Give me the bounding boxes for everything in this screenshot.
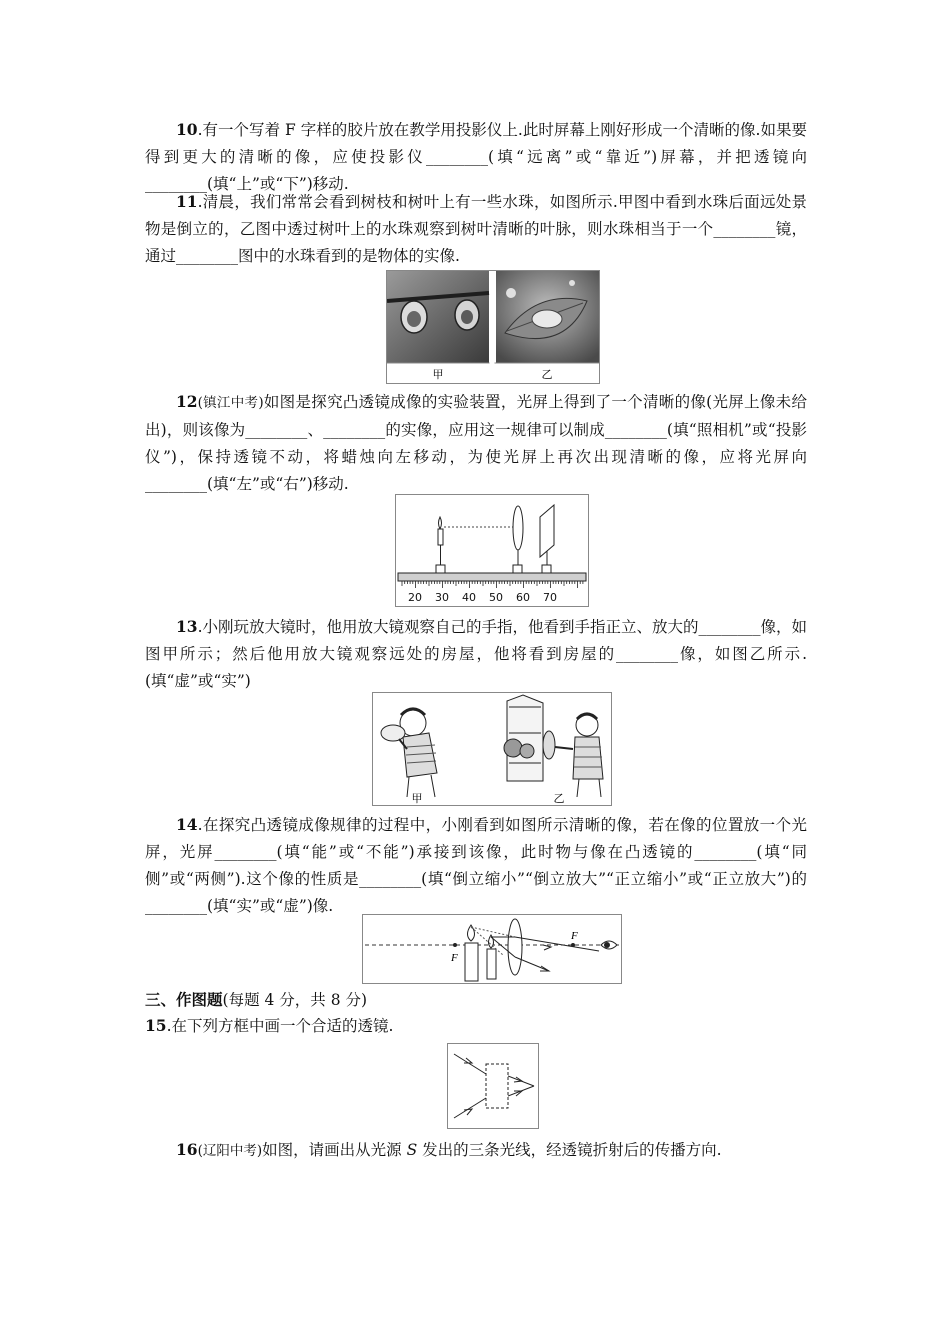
convex-lens-icon [513, 506, 523, 550]
question-text: .有一个写着 F 字样的胶片放在教学用投影仪上.此时屏幕上刚好形成一个清晰的像.如果要得到更大的清晰的像，应使投影仪________(填“远离”或“靠近”)屏幕，并把透镜向________(填“上”或“下”)移动. [145, 121, 807, 193]
question-text: .在探究凸透镜成像规律的过程中，小刚看到如图所示清晰的像，若在像的位置放一个光屏，光屏________(填“能”或“不能”)承接到该像，此时物与像在凸透镜的________(填“同侧”或“两侧”).这个像的性质是________(填“倒立缩小”“倒立放大”“正立缩小”或“正立放大”)的________(填“实”或“虚”)像. [145, 816, 807, 915]
question-number: 10 [176, 120, 198, 139]
candle-icon [438, 529, 443, 545]
question-11 [145, 188, 807, 270]
question-number: 11 [176, 192, 198, 211]
question-number: 13 [176, 617, 198, 636]
figure-label-jia: 甲 [411, 792, 423, 805]
question-text: .在下列方框中画一个合适的透镜. [166, 1017, 394, 1035]
object-candle-icon [487, 949, 496, 979]
figure-label-yi: 乙 [553, 792, 565, 805]
ruler-tick-label: 30 [435, 591, 449, 604]
focal-label-right: F [571, 930, 578, 942]
question-number: 12 [176, 392, 198, 411]
question-source: (辽阳中考) [197, 1143, 263, 1159]
ruler-tick-label: 60 [516, 591, 530, 604]
section-heading [145, 988, 367, 1012]
focal-point-right [571, 943, 575, 947]
question-text: .清晨，我们常常会看到树枝和树叶上有一些水珠，如图所示.甲图中看到水珠后面远处景物是倒立的，乙图中透过树叶上的水珠观察到树叶清晰的叶脉，则水珠相当于一个________镜，通过________图中的水珠看到的是物体的实像. [145, 193, 807, 265]
water-drop-figure [386, 270, 600, 384]
light-source-symbol: S [406, 1141, 418, 1159]
virtual-image-figure [362, 914, 622, 984]
question-13 [145, 613, 807, 695]
candle-flame-icon [439, 517, 442, 529]
question-text: 如图是探究凸透镜成像的实验装置，光屏上得到了一个清晰的像(光屏上像未给出)，则该像为________、________的实像，应用这一规律可以制成________(填“照相机”或“投影仪”)，保持透镜不动，将蜡烛向左移动，为使光屏上再次出现清晰的像，应将光屏向________(填“左”或“右”)移动. [145, 393, 807, 493]
question-number: 15 [145, 1016, 167, 1035]
section-title: 三、作图题 [145, 990, 223, 1009]
lens-bench-figure [395, 494, 589, 607]
question-15 [145, 1012, 807, 1040]
ruler-tick-label: 50 [489, 591, 503, 604]
optical-bench-rail [398, 573, 586, 581]
lens-box-figure [447, 1043, 539, 1129]
question-12 [145, 388, 807, 498]
figure-label-yi: 乙 [541, 368, 553, 381]
blank-lens-box[interactable] [486, 1064, 508, 1108]
question-14 [145, 811, 807, 920]
focal-point-left [453, 943, 457, 947]
focal-label-left: F [451, 952, 458, 964]
question-text: 如图，请画出从光源 [262, 1141, 407, 1159]
convex-lens-icon [508, 919, 522, 975]
question-source: (镇江中考) [197, 395, 264, 411]
boy-magnifier-house-icon [504, 695, 603, 797]
ruler-tick-label: 20 [408, 591, 422, 604]
figure-label-jia: 甲 [432, 368, 444, 381]
boy-magnifier-finger-icon [381, 709, 437, 797]
question-number: 16 [176, 1140, 198, 1159]
ruler-tick-label: 40 [462, 591, 476, 604]
question-number: 14 [176, 815, 198, 834]
question-16 [145, 1136, 807, 1165]
light-screen-icon [540, 505, 554, 557]
virtual-image-candle-icon [465, 943, 478, 981]
eye-icon [601, 941, 617, 949]
question-text: 发出的三条光线，经透镜折射后的传播方向. [417, 1141, 722, 1159]
ruler-tick-label: 70 [543, 591, 557, 604]
question-10 [145, 116, 807, 198]
section-note: (每题 4 分，共 8 分) [222, 991, 368, 1009]
question-text: .小刚玩放大镜时，他用放大镜观察自己的手指，他看到手指正立、放大的________像，如图甲所示；然后他用放大镜观察远处的房屋，他将看到房屋的________像，如图乙所示.(填“虚”或“实”) [145, 618, 808, 690]
magnifier-figure [372, 692, 612, 806]
